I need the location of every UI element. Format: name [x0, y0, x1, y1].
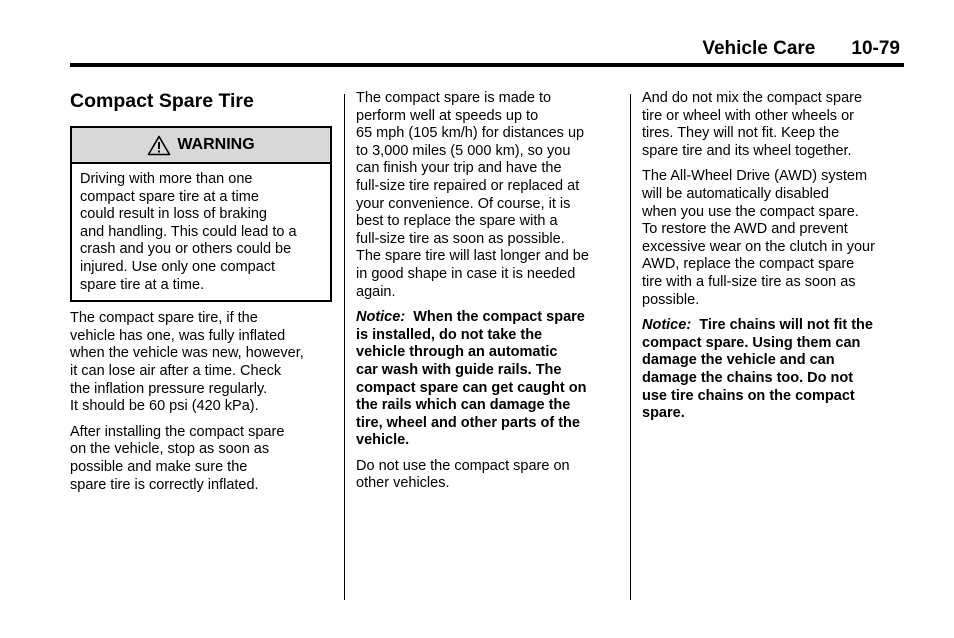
text-line: other vehicles.	[356, 475, 450, 492]
text-line: tire, wheel and other parts of the	[356, 414, 580, 431]
text-line: possible and make sure the	[70, 458, 248, 475]
text-line: to 3,000 miles (5 000 km), so you	[356, 142, 571, 159]
text-line: it can lose air after a time. Check	[70, 362, 282, 379]
text-line	[356, 309, 620, 327]
warning-box	[70, 126, 332, 302]
text-line: tires. They will not fit. Keep the	[642, 125, 840, 142]
column-divider	[344, 94, 345, 600]
text-line: vehicle through an automatic	[356, 344, 558, 361]
column-3	[642, 90, 906, 431]
text-line: It should be 60 psi (420 kPa).	[70, 398, 259, 415]
text-line: To restore the AWD and prevent	[642, 221, 848, 238]
warning-header	[72, 128, 330, 164]
running-header	[600, 38, 900, 60]
text-line: The spare tire will last longer and be	[356, 248, 589, 265]
notice-label: Notice:	[642, 317, 692, 334]
text-line: spare tire and its wheel together.	[642, 142, 852, 159]
text-line: AWD, replace the compact spare	[642, 256, 855, 273]
text-line: injured. Use only one compact	[80, 258, 276, 275]
text-line: can finish your trip and have the	[356, 160, 562, 177]
text-line: full-size tire as soon as possible.	[356, 230, 565, 247]
text-line: when you use the compact spare.	[642, 203, 859, 220]
text-line: 65 mph (105 km/h) for distances up	[356, 125, 585, 142]
text-line: vehicle.	[356, 432, 410, 449]
text-line: could result in loss of braking	[80, 206, 267, 223]
text-line: Driving with more than one	[80, 171, 253, 187]
section-title: Compact Spare Tire	[70, 90, 254, 112]
text-line: spare tire is correctly inflated.	[70, 476, 259, 493]
text-line	[642, 317, 906, 335]
text-line: After installing the compact spare	[70, 423, 285, 440]
text-line: the rails which can damage the	[356, 397, 571, 414]
text-line: excessive wear on the clutch in your	[642, 238, 875, 255]
paragraph	[356, 90, 620, 301]
text-line: damage the chains too. Do not	[642, 369, 854, 386]
text-line: car wash with guide rails. The	[356, 361, 562, 378]
paragraph	[642, 168, 906, 309]
text-line: best to replace the spare with a	[356, 213, 558, 230]
text-line: perform well at speeds up to	[356, 107, 539, 124]
notice-label: Notice:	[356, 309, 406, 326]
text-line: tire with a full-size tire as soon as	[642, 273, 856, 290]
text-line: The All-Wheel Drive (AWD) system	[642, 168, 868, 185]
paragraph	[356, 458, 620, 493]
text-line: compact spare can get caught on	[356, 379, 587, 396]
text-line: damage the vehicle and can	[642, 352, 835, 369]
text-line: spare.	[642, 405, 685, 422]
text-line: crash and you or others could be	[80, 241, 292, 258]
text-line: Do not use the compact spare on	[356, 457, 570, 474]
text-line: vehicle has one, was fully inflated	[70, 327, 286, 344]
paragraph	[70, 310, 332, 416]
paragraph	[642, 90, 906, 160]
text-line: compact spare. Using them can	[642, 334, 861, 351]
warning-text	[72, 164, 330, 300]
text-line: And do not mix the compact spare	[642, 90, 863, 106]
text-line: on the vehicle, stop as soon as	[70, 441, 270, 458]
text-line: spare tire at a time.	[80, 276, 205, 293]
warning-triangle-icon	[147, 135, 171, 156]
text-line: the inflation pressure regularly.	[70, 380, 268, 397]
text-line: your convenience. Of course, it is	[356, 195, 571, 212]
paragraph	[70, 424, 332, 494]
warning-label: WARNING	[177, 136, 255, 154]
text-line: use tire chains on the compact	[642, 387, 855, 404]
notice-text: Tire chains will not fit the	[699, 317, 873, 334]
column-2	[356, 90, 620, 501]
text-line: full-size tire repaired or replaced at	[356, 177, 580, 194]
column-divider	[630, 94, 631, 600]
notice-paragraph	[642, 317, 906, 423]
section-name: Vehicle Care	[702, 38, 816, 59]
notice-paragraph	[356, 309, 620, 450]
column-1	[70, 90, 332, 502]
text-line: in good shape in case it is needed	[356, 265, 576, 282]
notice-text: When the compact spare	[413, 309, 585, 326]
text-line: possible.	[642, 291, 700, 308]
text-line: will be automatically disabled	[642, 185, 829, 202]
page-number: 10-79	[851, 38, 900, 59]
text-line: is installed, do not take the	[356, 326, 543, 343]
text-line: and handling. This could lead to a	[80, 223, 297, 240]
header-rule	[70, 63, 904, 67]
text-line: again.	[356, 283, 396, 300]
text-line: The compact spare is made to	[356, 90, 552, 106]
text-line: tire or wheel with other wheels or	[642, 107, 854, 124]
text-line: compact spare tire at a time	[80, 188, 259, 205]
text-line: when the vehicle was new, however,	[70, 345, 304, 362]
text-line: The compact spare tire, if the	[70, 310, 258, 327]
